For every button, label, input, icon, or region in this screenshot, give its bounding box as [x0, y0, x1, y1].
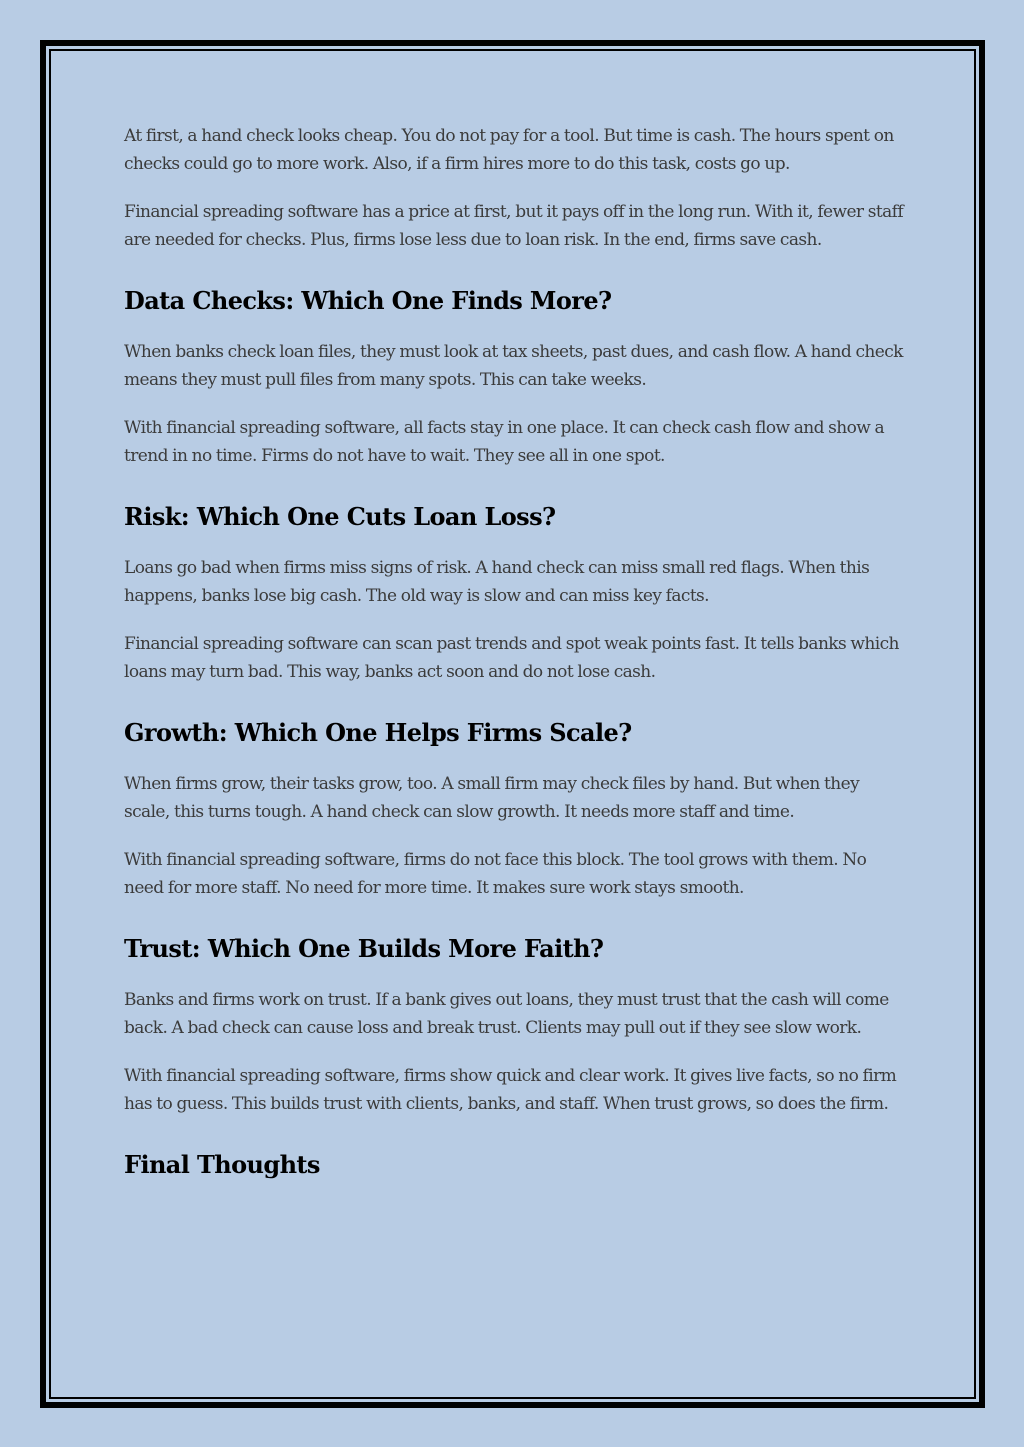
section-paragraph: With financial spreading software, firms show quick and clear work. It gives live facts, so no firm has to guess. This builds trust with clients, banks, and staff. When trust grows, so does the firm. — [124, 1066, 897, 1114]
intro-paragraph: At first, a hand check looks cheap. You do not pay for a tool. But time is cash. The hours spent on checks could go to more work. Also, if a firm hires more to do this task, costs go up. — [124, 126, 894, 174]
section-heading-final-thoughts: Final Thoughts — [124, 1150, 320, 1179]
section-paragraph: Banks and firms work on trust. If a bank gives out loans, they must trust that the cash will come back. A bad check can cause loss and break trust. Clients may pull out if they see slow work. — [124, 990, 889, 1038]
section-paragraph: Loans go bad when firms miss signs of risk. A hand check can miss small red flags. When this happens, banks lose big cash. The old way is slow and can miss key facts. — [124, 558, 870, 606]
section-heading-data-checks: Data Checks: Which One Finds More? — [124, 286, 612, 315]
section-paragraph: With financial spreading software, all facts stay in one place. It can check cash flow and show a trend in no time. Firms do not have to wait. They see all in one spot. — [124, 418, 885, 466]
intro-paragraph: Financial spreading software has a price at first, but it pays off in the long run. With it, fewer staff are needed for checks. Plus, firms lose less due to loan risk. In the end, firms save cash. — [124, 202, 904, 250]
section-paragraph: Financial spreading software can scan past trends and spot weak points fast. It tells banks which loans may turn bad. This way, banks act soon and do not lose cash. — [124, 634, 899, 682]
section-heading-risk: Risk: Which One Cuts Loan Loss? — [124, 502, 556, 531]
section-paragraph: With financial spreading software, firms do not face this block. The tool grows with them. No need for more staff. No need for more time. It makes sure work stays smooth. — [124, 850, 867, 898]
section-heading-growth: Growth: Which One Helps Firms Scale? — [124, 718, 632, 747]
section-paragraph: When firms grow, their tasks grow, too. A small firm may check files by hand. But when they scale, this turns tough. A hand check can slow growth. It needs more staff and time. — [124, 774, 860, 822]
document-body — [124, 122, 904, 1202]
section-paragraph: When banks check loan files, they must look at tax sheets, past dues, and cash flow. A hand check means they must pull files from many spots. This can take weeks. — [124, 342, 903, 390]
section-heading-trust: Trust: Which One Builds More Faith? — [124, 934, 604, 963]
